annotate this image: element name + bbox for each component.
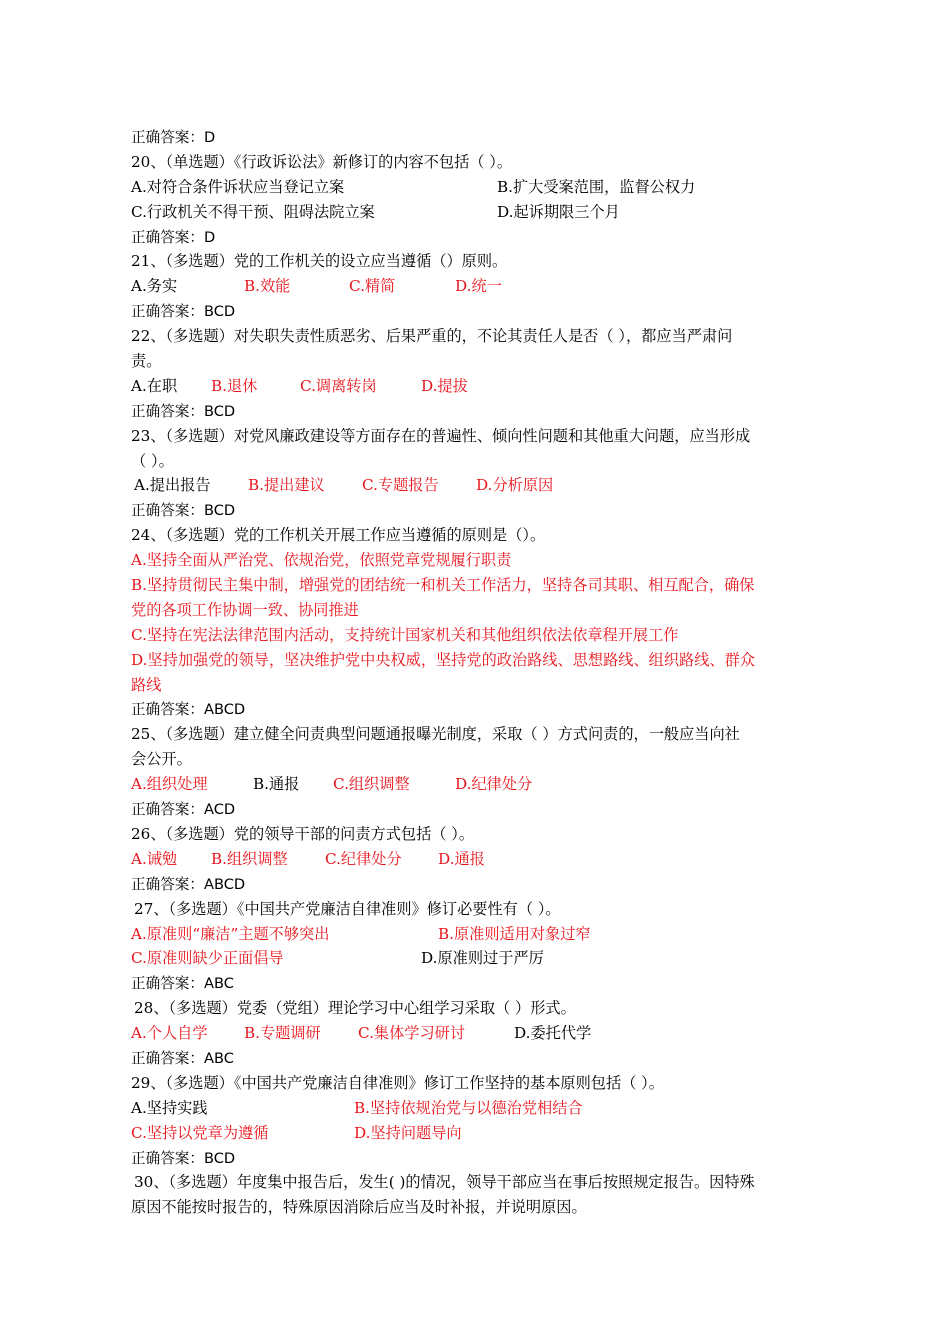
option-b: B.扩大受案范围，监督公权力 <box>497 177 696 196</box>
question-24: 24、（多选题）党的工作机关开展工作应当遵循的原则是（）。 <box>131 526 546 545</box>
document-body <box>131 125 821 1220</box>
answer-line: 正确答案：ACD <box>131 801 236 819</box>
question-21: 21、（多选题）党的工作机关的设立应当遵循（）原则。 <box>131 252 508 271</box>
option-c: C.集体学习研讨 <box>358 1024 466 1043</box>
question-26: 26、（多选题）党的领导干部的问责方式包括（ ）。 <box>131 824 475 843</box>
option-c: C.精简 <box>349 277 396 296</box>
options-row <box>131 274 821 299</box>
question-25-cont: 会公开。 <box>131 750 192 769</box>
question-25: 25、（多选题）建立健全问责典型问题通报曝光制度，采取（ ）方式问责的，一般应当向社 <box>131 725 740 744</box>
answer-line: 正确答案：ABC <box>131 975 234 993</box>
option-d: D.分析原因 <box>476 476 554 495</box>
question-30-cont: 原因不能按时报告的，特殊原因消除后应当及时补报，并说明原因。 <box>131 1198 587 1217</box>
options-row <box>131 922 821 947</box>
option-a: A.对符合条件诉状应当登记立案 <box>131 177 345 196</box>
option-d: D.提拔 <box>421 376 468 395</box>
answer-line: 正确答案：D <box>131 129 216 146</box>
option-d: D.委托代学 <box>514 1024 592 1043</box>
answer-line: 正确答案：BCD <box>131 303 236 321</box>
option-b: B.原准则适用对象过窄 <box>438 924 591 943</box>
question-20: 20、（单选题）《行政诉讼法》新修订的内容不包括（ ）。 <box>131 152 513 171</box>
question-22: 22、（多选题）对失职失责性质恶劣、后果严重的，不论其责任人是否（ ），都应当严肃问 <box>131 327 733 346</box>
option-a: A.务实 <box>131 277 178 296</box>
option-c: C.组织调整 <box>333 775 410 794</box>
option-d: D.坚持加强党的领导，坚决维护党中央权威，坚持党的政治路线、思想路线、组织路线、群众 <box>131 650 755 669</box>
answer-line: 正确答案：BCD <box>131 502 236 520</box>
question-30: 30、（多选题）年度集中报告后，发生( )的情况，领导干部应当在事后按照规定报告。因特殊 <box>134 1173 755 1192</box>
options-row <box>131 175 821 200</box>
option-a: A.原准则“廉洁”主题不够突出 <box>131 924 330 943</box>
option-b: B.坚持贯彻民主集中制，增强党的团结统一和机关工作活力，坚持各司其职、相互配合，确保 <box>131 576 755 595</box>
option-c: C.专题报告 <box>362 476 439 495</box>
option-d: D.纪律处分 <box>455 775 533 794</box>
answer-line: 正确答案：BCD <box>131 402 236 420</box>
answer-line: 正确答案：BCD <box>131 1149 236 1167</box>
option-b: B.专题调研 <box>244 1024 321 1043</box>
option-a: A.坚持全面从严治党、依规治党，依照党章党规履行职责 <box>131 551 512 570</box>
option-d: D.坚持问题导向 <box>354 1123 462 1142</box>
options-row <box>131 946 821 971</box>
options-row <box>131 1021 821 1046</box>
options-row <box>131 1121 821 1146</box>
option-a: A.个人自学 <box>131 1024 208 1043</box>
option-b: B.组织调整 <box>211 849 288 868</box>
option-d: D.统一 <box>455 277 502 296</box>
option-b: B.通报 <box>253 775 300 794</box>
options-row <box>131 374 821 399</box>
options-row <box>131 473 821 498</box>
answer-line: 正确答案：D <box>131 228 216 246</box>
option-c: C.坚持以党章为遵循 <box>131 1123 269 1142</box>
option-a: A.在职 <box>131 376 178 395</box>
option-c: C.纪律处分 <box>325 849 402 868</box>
option-c: C.原准则缺少正面倡导 <box>131 949 284 968</box>
answer-line: 正确答案：ABC <box>131 1049 234 1067</box>
option-c: C.调离转岗 <box>300 376 377 395</box>
option-a: A.坚持实践 <box>131 1098 208 1117</box>
option-d: D.通报 <box>438 849 485 868</box>
options-row <box>131 847 821 872</box>
question-22-cont: 责。 <box>131 352 162 371</box>
answer-line: 正确答案：ABCD <box>131 701 246 719</box>
option-a: A.诫勉 <box>131 849 178 868</box>
options-row <box>131 772 821 797</box>
options-row <box>131 1096 821 1121</box>
question-29: 29、（多选题）《中国共产党廉洁自律准则》修订工作坚持的基本原则包括（ ）。 <box>131 1073 664 1092</box>
option-c: C.行政机关不得干预、阻碍法院立案 <box>131 202 375 221</box>
option-b: B.退休 <box>211 376 258 395</box>
option-a: A.组织处理 <box>131 775 208 794</box>
options-row <box>131 200 821 225</box>
option-b: B.提出建议 <box>248 476 325 495</box>
answer-line: 正确答案：ABCD <box>131 875 246 893</box>
question-23-cont: （ ）。 <box>131 451 174 470</box>
option-b: B.效能 <box>244 277 291 296</box>
question-23: 23、（多选题）对党风廉政建设等方面存在的普遍性、倾向性问题和其他重大问题，应当形成 <box>131 426 751 445</box>
question-27: 27、（多选题）《中国共产党廉洁自律准则》修订必要性有（ ）。 <box>134 899 561 918</box>
option-d: D.起诉期限三个月 <box>497 202 620 221</box>
question-28: 28、（多选题）党委（党组）理论学习中心组学习采取（ ）形式。 <box>134 999 576 1018</box>
option-c: C.坚持在宪法法律范围内活动，支持统计国家机关和其他组织依法依章程开展工作 <box>131 625 679 644</box>
option-a: A.提出报告 <box>134 476 211 495</box>
option-b: B.坚持依规治党与以德治党相结合 <box>354 1098 583 1117</box>
option-b-cont: 党的各项工作协调一致、协同推进 <box>131 600 359 619</box>
option-d-cont: 路线 <box>131 675 162 694</box>
option-d: D.原准则过于严厉 <box>421 949 544 968</box>
